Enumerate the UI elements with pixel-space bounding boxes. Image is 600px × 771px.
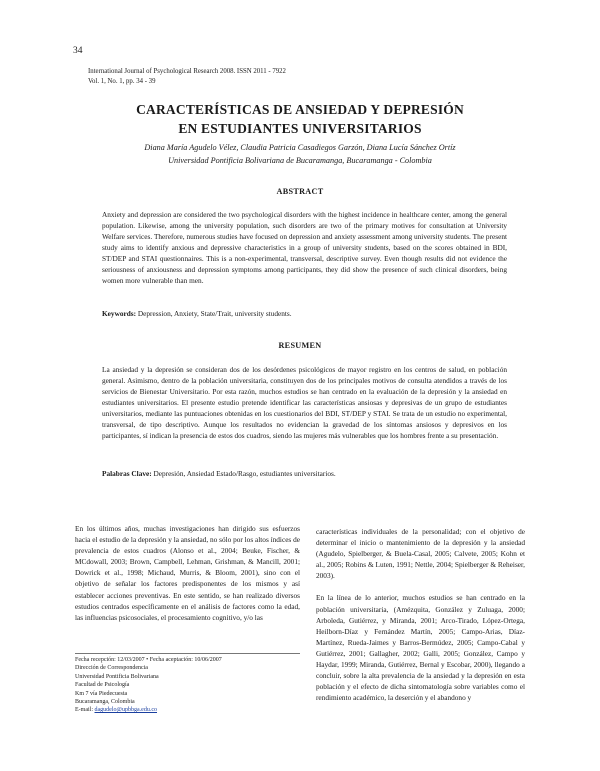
body-column-right bbox=[316, 526, 525, 703]
email-link[interactable]: dagudelo@upbbga.edu.co bbox=[94, 707, 158, 714]
keywords-text: Depression, Anxiety, State/Trait, university students. bbox=[136, 309, 292, 318]
correspondence-label: Dirección de Correspondencia bbox=[75, 665, 148, 672]
journal-volume: Vol. 1, No. 1, pp. 34 - 39 bbox=[88, 78, 156, 85]
correspondence-city: Bucaramanga, Colombia bbox=[75, 699, 135, 706]
keywords-label: Keywords: bbox=[102, 309, 137, 318]
right-paragraph-2: En la línea de lo anterior, muchos estudios se han centrado en la población universitaria, (Amézquita, González y Zuluaga, 2000; Arboleda, Gutiérrez, y Miranda, 2001; Arco-Tirado, López-Ortega, Heilborn-Díaz y Fernández Martín, 2005; Campo-Arias, Díaz-Martínez, Rueda-Jaimes y Barros-Bermúdez, 2005; Campo-Cabal y Gutiérrez, 2001; Gallagher, 2002; Galli, 2005; González, Campo y Haydar, 1999; Miranda, Gutiérrez, Bernal y Escobar, 2000), llegando a concluir, sobre la alta prevalencia de la ansiedad y la depresión en esta población y el efecto de dicha sintomatología sobre variables como el rendimiento académico, la deserción y el abandono y bbox=[316, 593, 525, 703]
resumen-text: La ansiedad y la depresión se consideran dos de los desórdenes psicológicos de mayor registro en los centros de salud, en población general. Asimismo, dentro de la población universitaria, constituyen dos de los principales motivos de consulta atendidos a través de los servicios de Bienestar Universitario. Por esta razón, muchos estudios se han centrado en la evaluación de la depresión y la ansiedad en estudiantes universitarios. El presente estudio pretende identificar las características ansiosas y depresivas de un grupo de estudiantes universitarios, mediante las puntuaciones obtenidas en los cuestionarios del BDI, ST/DEP y STAI. Se trata de un estudio no experimental, transversal, de tipo descriptivo. Aunque los resultados no evidencian la gravedad de los síntomas ansiosos y depresivos en los participantes, sí indican la presencia de estos dos cuadros, siendo las mujeres más vulnerables que los hombres frente a su presentación. bbox=[102, 365, 507, 440]
abstract-heading: ABSTRACT bbox=[276, 187, 324, 196]
journal-header bbox=[88, 67, 408, 87]
author-names: Diana María Agudelo Vélez, Claudia Patricia Casadiegos Garzón, Diana Lucía Sánchez Ortíz bbox=[144, 143, 456, 152]
resumen-heading: RESUMEN bbox=[278, 341, 322, 350]
footnote-divider bbox=[75, 653, 300, 654]
title-initial: C bbox=[136, 102, 147, 117]
correspondence-address: Km 7 vía Piedecuesta bbox=[75, 690, 128, 697]
intro-paragraph: En los últimos años, muchas investigaciones han dirigido sus esfuerzos hacia el estudio de la depresión y la ansiedad, no sólo por los altos índices de prevalencia de estos cuadros (Alonso et al., 2004; Beuke, Fischer, & MCdowall, 2003; Brown, Campbell, Lehman, Grishman, & Mancill, 2001; Dowrick et al., 1998; Michaud, Murris, & Bloom, 2001), sino con el objetivo de señalar los factores predisponentes de los mismos y así establecer acciones preventivas. En este sentido, se han realizado diversos estudios centrados específicamente en el análisis de factores como la edad, las influencias psicosociales, el procesamiento cognitivo, y/o las bbox=[75, 524, 300, 622]
correspondence-faculty: Facultad de Psicología bbox=[75, 682, 130, 689]
article-title bbox=[60, 100, 540, 138]
authors-block bbox=[60, 141, 540, 167]
author-affiliation: Universidad Pontificia Bolivariana de Bucaramanga, Bucaramanga - Colombia bbox=[168, 156, 432, 165]
keywords bbox=[102, 309, 507, 318]
footnote-block bbox=[75, 656, 300, 715]
palabras-clave-label: Palabras Clave: bbox=[102, 469, 152, 478]
abstract-text: Anxiety and depression are considered the two psychological disorders with the highest incidence in healthcare center, among the general population. Likewise, among the university population, such disorders are two of the primary motives for consultation at University Welfare services. Therefore, numerous studies have focused on depression and anxiety assessment among university students. The present study aims to identify anxious and depressive characteristics in a group of university students, based on the scores obtained in BDI, ST/DEP and STAI questionnaires. This is a non-experimental, transversal, descriptive survey. Even though results did not evidence the seriousness of anxiousness and depression symptoms among participants, they did show the presence of such clinical disorders, being women more vulnerable than men. bbox=[102, 210, 507, 285]
right-paragraph-1: características individuales de la personalidad; con el objetivo de determinar el inicio o mantenimiento de la depresión y la ansiedad (Agudelo, Spielberger, & Buela-Casal, 2005; Calvete, 2005; Kohn et al., 2005; Robins & Luten, 1991; Nettle, 2004; Spielberger & Reheiser, 2003). bbox=[316, 527, 525, 581]
palabras-clave bbox=[102, 469, 507, 478]
title-line-1-rest: ARACTERÍSTICAS DE ANSIEDAD Y DEPRESIÓN bbox=[146, 102, 464, 117]
title-line-1 bbox=[60, 100, 540, 119]
palabras-clave-text: Depresión, Ansiedad Estado/Rasgo, estudiantes universitarios. bbox=[151, 469, 336, 478]
body-column-left bbox=[75, 523, 300, 623]
correspondence-email-line bbox=[75, 706, 300, 714]
email-label: E-mail: bbox=[75, 707, 95, 714]
footnote-dates: Fecha recepción: 12/03/2007 • Fecha aceptación: 10/06/2007 bbox=[75, 657, 222, 663]
journal-citation: International Journal of Psychological Research 2008. ISSN 2011 - 7922 bbox=[88, 68, 286, 75]
correspondence-university: Universidad Pontificia Bolivariana bbox=[75, 673, 159, 680]
title-line-2: EN ESTUDIANTES UNIVERSITARIOS bbox=[178, 121, 422, 136]
page-number: 34 bbox=[73, 46, 83, 56]
